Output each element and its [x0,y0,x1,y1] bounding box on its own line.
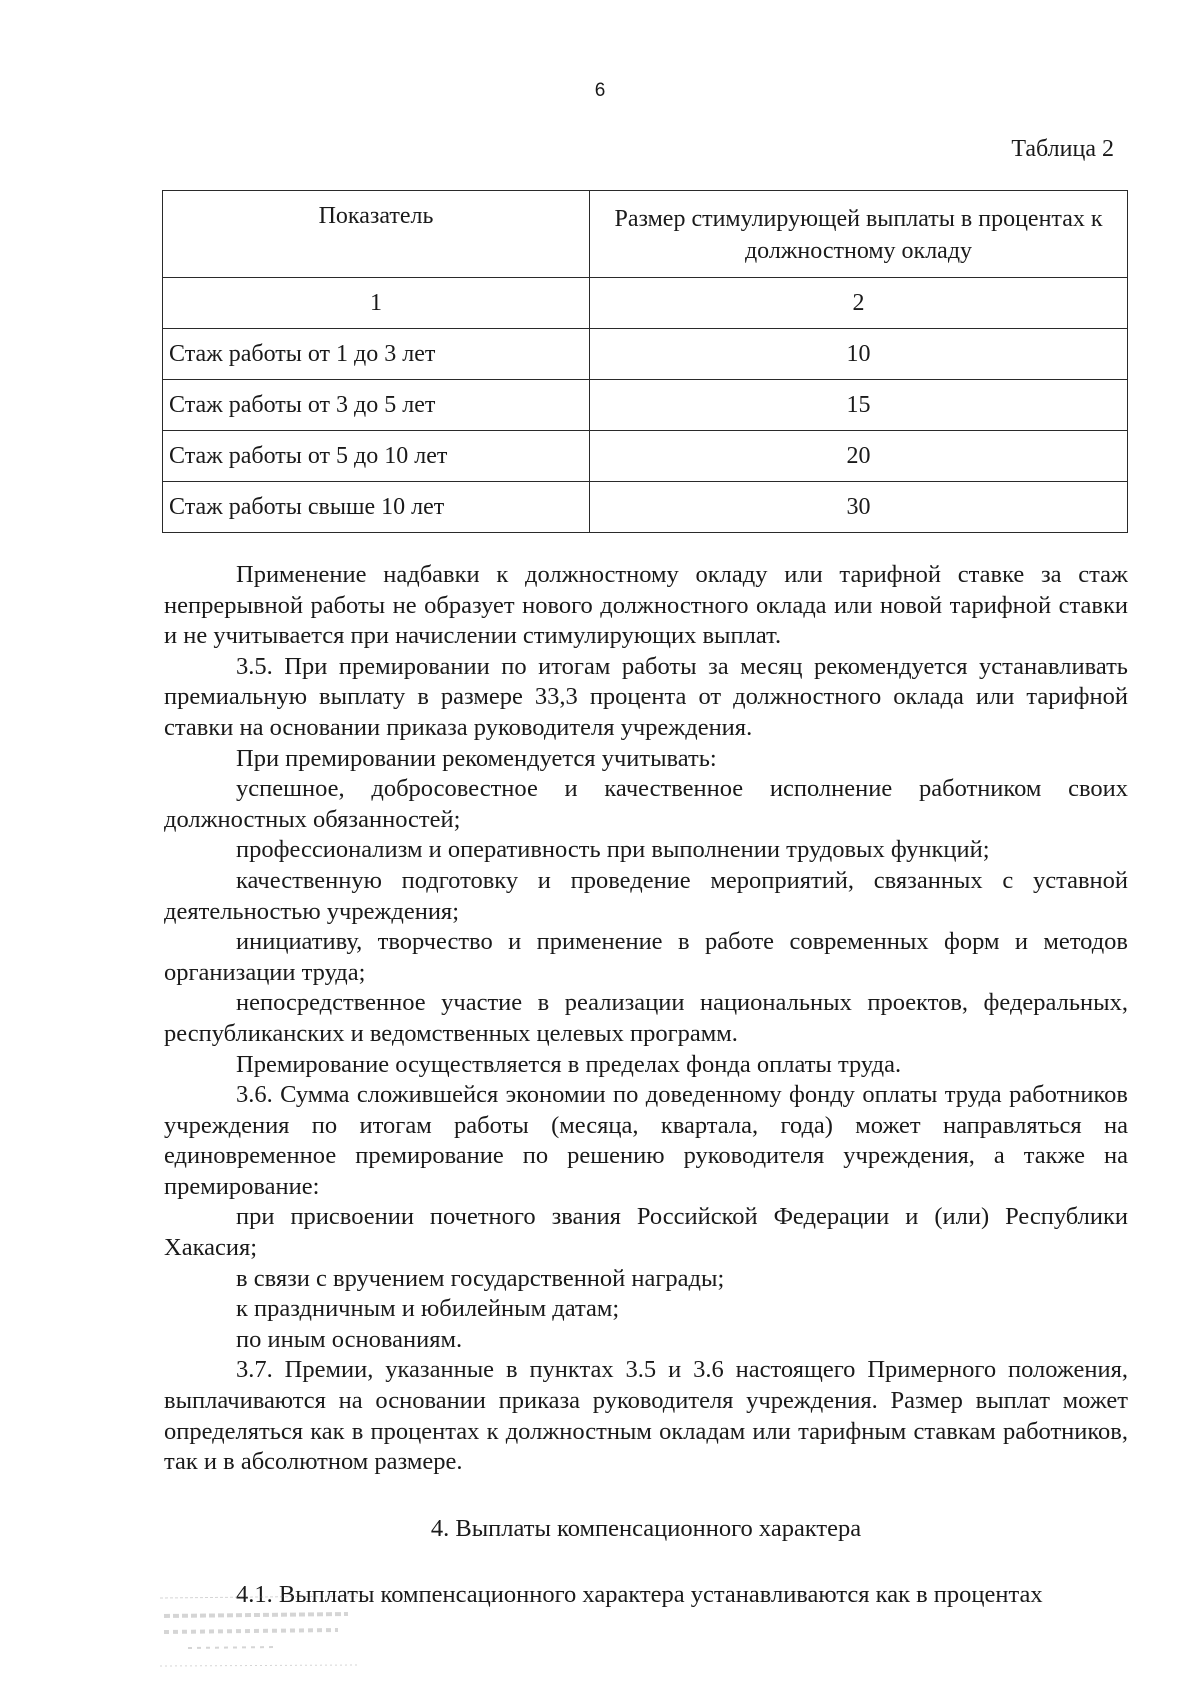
paragraph: 4.1. Выплаты компенсационного характера устанавливаются как в процентах [236,1581,1043,1609]
paragraph: качественную подготовку и проведение мероприятий, связанных с уставной деятельностью учреждения; [164,866,1128,925]
paragraph: профессионализм и оперативность при выполнении трудовых функций; [236,836,990,864]
paragraph: 3.6. Сумма сложившейся экономии по доведенному фонду оплаты труда работников учреждения по итогам работы (месяца, квартала, года) может направляться на единовременное премирование по решению руководителя учреждения, а также на премирование: [164,1081,1128,1200]
table-header-row [163,191,1128,278]
table-row [163,482,1128,533]
paragraph: при присвоении почетного звания Российской Федерации и (или) Республики Хакасия; [164,1203,1128,1262]
paragraph: по иным основаниям. [236,1325,463,1353]
column-number-row [163,278,1128,329]
stipend-table [162,190,1128,533]
row-value: 15 [590,380,1128,431]
stamp-mark [158,1592,368,1672]
paragraph: Премирование осуществляется в пределах фонда оплаты труда. [236,1050,902,1078]
body-text [164,560,1128,1611]
paragraph: Применение надбавки к должностному окладу или тарифной ставке за стаж непрерывной работы не образует нового должностного оклада или новой тарифной ставки и не учитывается при начислении стимулирующих выплат. [164,561,1128,650]
row-indicator: Стаж работы от 5 до 10 лет [163,431,590,482]
column-number: 1 [163,278,590,329]
header-size: Размер стимулирующей выплаты в процентах к должностному окладу [590,191,1128,278]
row-value: 30 [590,482,1128,533]
row-indicator: Стаж работы от 3 до 5 лет [163,380,590,431]
paragraph: в связи с вручением государственной награды; [236,1264,725,1292]
paragraph: успешное, добросовестное и качественное исполнение работником своих должностных обязанностей; [164,775,1128,833]
table-row [163,380,1128,431]
page-number: 6 [594,80,606,101]
row-indicator: Стаж работы свыше 10 лет [163,482,590,533]
paragraph: инициативу, творчество и применение в работе современных форм и методов организации труда; [164,928,1128,986]
section-heading: 4. Выплаты компенсационного характера [430,1514,862,1542]
paragraph: непосредственное участие в реализации национальных проектов, федеральных, республиканских и ведомственных целевых программ. [164,989,1128,1047]
paragraph: При премировании рекомендуется учитывать: [236,744,717,772]
paragraph: к праздничным и юбилейным датам; [236,1295,620,1323]
column-number: 2 [590,278,1128,329]
table-caption: Таблица 2 [1011,136,1114,162]
paragraph: 3.5. При премировании по итогам работы за месяц рекомендуется устанавливать премиальную выплату в размере 33,3 процента от должностного оклада или тарифной ставки на основании приказа руководителя учреждения. [164,652,1128,741]
paragraph: 3.7. Премии, указанные в пунктах 3.5 и 3.6 настоящего Примерного положения, выплачиваются на основании приказа руководителя учреждения. Размер выплат может определяться как в процентах к должностным окладам или тарифным ставкам работников, так и в абсолютном размере. [164,1356,1128,1476]
table-row [163,431,1128,482]
row-indicator: Стаж работы от 1 до 3 лет [163,329,590,380]
row-value: 20 [590,431,1128,482]
table-row [163,329,1128,380]
row-value: 10 [590,329,1128,380]
header-indicator: Показатель [163,191,590,278]
